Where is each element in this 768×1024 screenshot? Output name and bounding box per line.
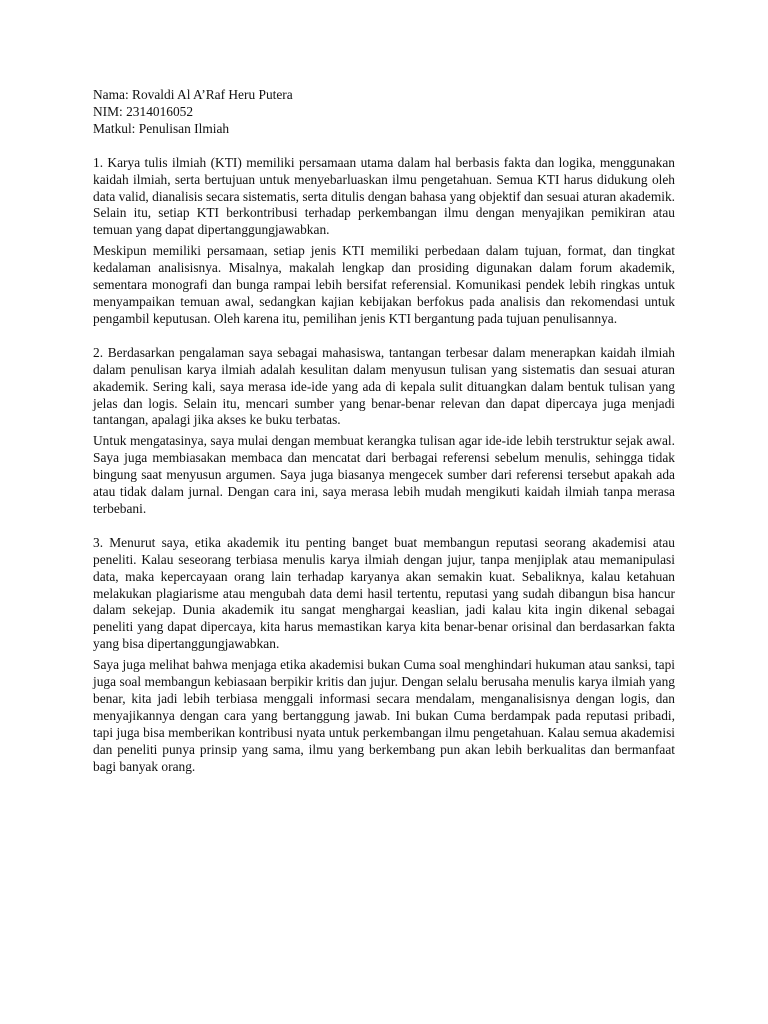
answer-2 — [93, 345, 675, 518]
answer-3-paragraph-1: 3. Menurut saya, etika akademik itu penting banget buat membangun reputasi seorang akademisi atau peneliti. Kalau seseorang terbiasa menulis karya ilmiah dengan jujur, tanpa menjiplak atau memanipulasi data, maka kepercayaan orang lain terhadap karyanya akan semakin kuat. Sebaliknya, kalau ketahuan melakukan plagiarisme atau mengubah data demi hasil tertentu, reputasi yang sudah dibangun bisa hancur dalam sekejap. Dunia akademik itu sangat menghargai keaslian, jadi kalau kita ingin dikenal sebagai peneliti yang dapat dipercaya, kita harus memastikan karya kita benar-benar orisinal dan berdasarkan fakta yang bisa dipertanggungjawabkan. — [93, 534, 675, 652]
document-page — [93, 87, 675, 776]
answer-2-paragraph-1: 2. Berdasarkan pengalaman saya sebagai mahasiswa, tantangan terbesar dalam menerapkan kaidah ilmiah dalam penulisan karya ilmiah adalah kesulitan dalam menyusun tulisan yang sistematis dan sesuai aturan akademik. Sering kali, saya merasa ide-ide yang ada di kepala sulit dituangkan dalam bentuk tulisan yang jelas dan logis. Selain itu, mencari sumber yang benar-benar relevan dan dapat dipercaya juga menjadi tantangan, apalagi jika akses ke buku terbatas. — [93, 344, 675, 428]
answer-2-paragraph-2: Untuk mengatasinya, saya mulai dengan membuat kerangka tulisan agar ide-ide lebih terstruktur sejak awal. Saya juga membiasakan membaca dan mencatat dari berbagai referensi sebelum menulis, sehingga tidak bingung saat menyusun argumen. Saya juga biasanya mengecek sumber dari referensi tersebut apakah ada atau tidak dalam jurnal. Dengan cara ini, saya merasa lebih mudah mengikuti kaidah ilmiah tanpa merasa terbebani. — [93, 433, 675, 516]
answer-1-paragraph-1: 1. Karya tulis ilmiah (KTI) memiliki persamaan utama dalam hal berbasis fakta dan logika, menggunakan kaidah ilmiah, serta bertujuan untuk menyebarluaskan ilmu pengetahuan. Semua KTI harus didukung oleh data valid, dianalisis secara sistematis, serta ditulis dengan bahasa yang objektif dan sesuai aturan akademik. Selain itu, setiap KTI berkontribusi terhadap perkembangan ilmu dengan menyajikan pemikiran atau temuan yang dapat dipertanggungjawabkan. — [93, 154, 675, 238]
answer-3-paragraph-2: Saya juga melihat bahwa menjaga etika akademisi bukan Cuma soal menghindari hukuman atau sanksi, tapi juga soal membangun kebiasaan berpikir kritis dan jujur. Dengan selalu berusaha menulis karya ilmiah yang benar, kita jadi lebih terbiasa menggali informasi secara mendalam, menganalisisnya dengan logis, dan menyajikannya dengan cara yang bertanggung jawab. Ini bukan Cuma berdampak pada reputasi pribadi, tapi juga bisa memberikan kontribusi nyata untuk perkembangan ilmu pengetahuan. Kalau semua akademisi dan peneliti punya prinsip yang sama, ilmu yang berkembang pun akan lebih berkualitas dan bermanfaat bagi banyak orang. — [93, 657, 675, 774]
answer-1-paragraph-2: Meskipun memiliki persamaan, setiap jenis KTI memiliki perbedaan dalam tujuan, format, dan tingkat kedalaman analisisnya. Misalnya, makalah lengkap dan prosiding digunakan dalam forum akademik, sementara monografi dan bunga rampai lebih bersifat referensial. Komunikasi pendek lebih ringkas untuk menyampaikan temuan awal, sedangkan kajian kebijakan berfokus pada analisis dan rekomendasi untuk pengambil keputusan. Oleh karena itu, pemilihan jenis KTI bergantung pada tujuan penulisannya. — [93, 243, 675, 326]
student-nim: NIM: 2314016052 — [93, 103, 194, 119]
course-name: Matkul: Penulisan Ilmiah — [93, 120, 230, 136]
header-block — [93, 87, 675, 138]
answer-1 — [93, 155, 675, 328]
answer-3 — [93, 535, 675, 776]
student-name: Nama: Rovaldi Al A’Raf Heru Putera — [93, 87, 293, 102]
